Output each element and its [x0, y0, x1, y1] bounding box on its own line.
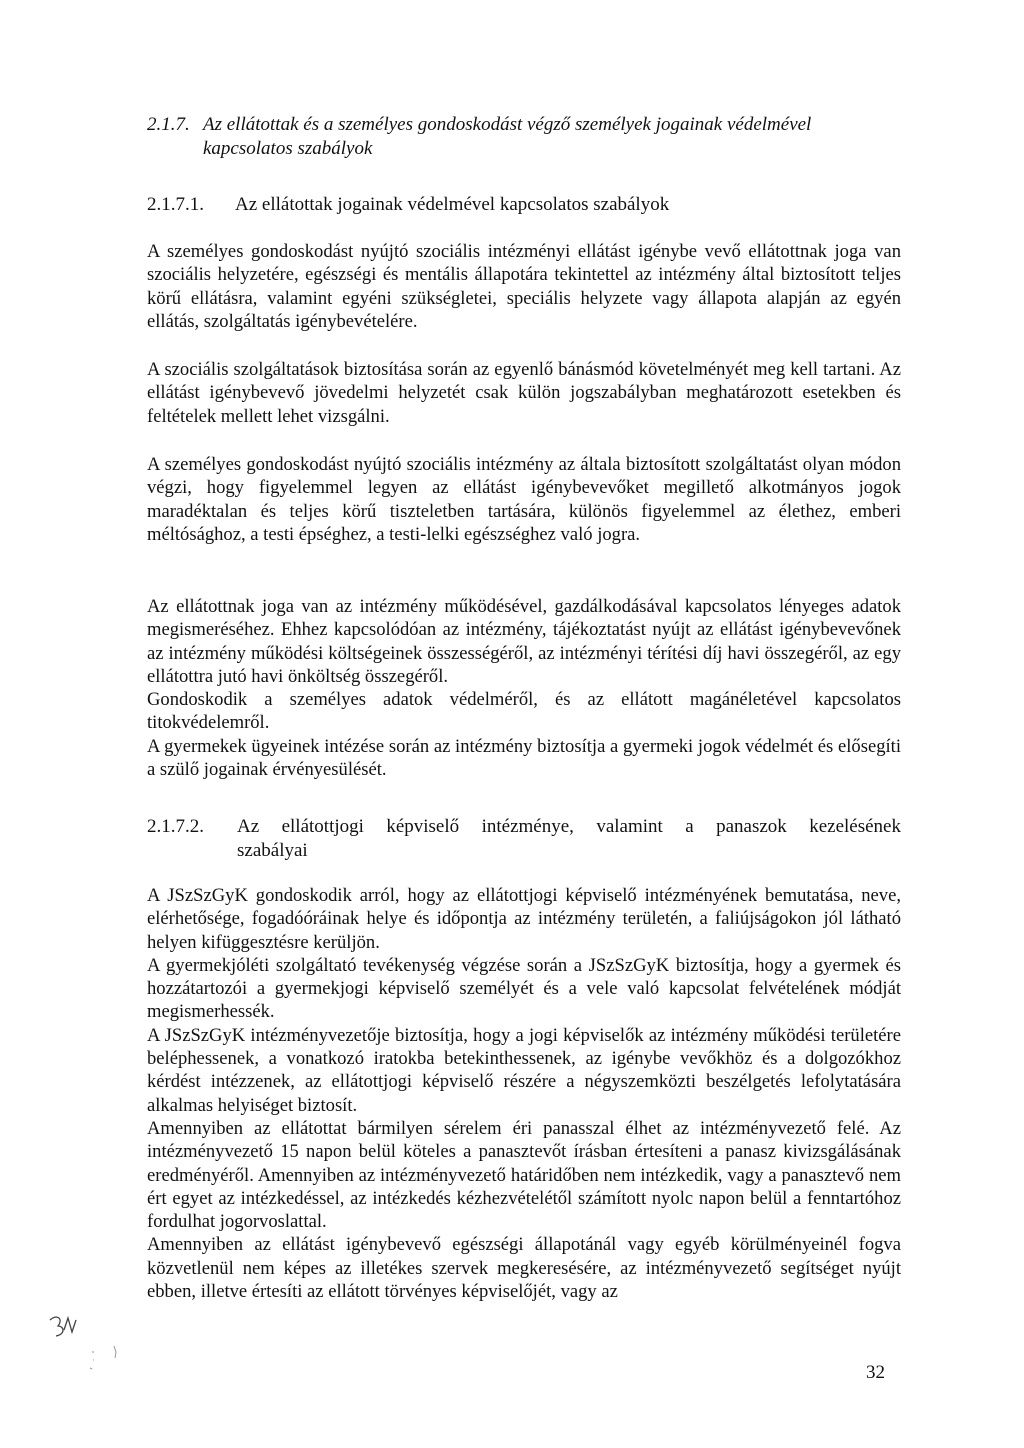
subsection-number: 2.1.7.2. — [147, 816, 204, 837]
section-title-line2: kapcsolatos szabályok — [203, 138, 373, 159]
subsection-title-line1: Az ellátottjogi képviselő intézménye, valamint a panaszok kezelésének — [237, 816, 901, 837]
subsection-heading-2-1-7-1 — [147, 193, 907, 217]
paragraph: A szociális szolgáltatások biztosítása során az egyenlő bánásmód követelményét meg kell tartani. Az ellátást igénybevevő jövedelmi helyzetét csak külön jogszabályban meghatározott esetekben és feltételek mellett lehet vizsgálni. — [147, 359, 901, 427]
page-number: 32 — [866, 1362, 885, 1383]
paragraph: Amennyiben az ellátást igénybevevő egészségi állapotánál vagy egyéb körülményeinél fogva közvetlenül nem képes az illetékes szervek megkeresésére, az intézményvezető segítséget nyújt ebben, illetve értesíti az ellátott törvényes képviselőjét, vagy az — [147, 1234, 901, 1303]
section-title-line1: Az ellátottak és a személyes gondoskodást végző személyek jogainak védelmével — [203, 114, 812, 135]
subsection-heading-2-1-7-2 — [147, 815, 907, 863]
paragraph: A személyes gondoskodást nyújtó szociális intézmény az általa biztosított szolgáltatást olyan módon végzi, hogy figyelemmel legyen az ellátást igénybevevőket megillető alkotmányos jogok maradéktalan és teljes körű tiszteletben tartására, különös figyelemmel az élethez, emberi méltósághoz, a testi épséghez, a testi-lelki egészséghez való jogra. — [147, 454, 901, 545]
paragraph-constitutional-rights — [147, 453, 901, 546]
paragraph: A JSzSzGyK intézményvezetője biztosítja, hogy a jogi képviselők az intézmény működési területére beléphessenek, a vonatkozó iratokba betekinthessenek, az igénybe vevőkhöz és a dolgozókhoz kérdést intézzenek, az ellátottjogi képviselő részére a négyszemközti beszélgetés lefolytatására alkalmas helyiséget biztosít. — [147, 1024, 901, 1116]
subsection-title-line2: szabályai — [237, 840, 308, 861]
section-number: 2.1.7. — [147, 114, 190, 135]
subsection-title: Az ellátottak jogainak védelmével kapcsolatos szabályok — [235, 194, 670, 215]
paragraph: A gyermekek ügyeinek intézése során az intézmény biztosítja a gyermeki jogok védelmét és elősegíti a szülő jogainak érvényesülését. — [147, 735, 901, 781]
paragraph: Amennyiben az ellátottat bármilyen sérelem éri panasszal élhet az intézményvezető felé. Az intézményvezető 15 napon belül köteles a panasztevőt írásban értesíteni a panasz kivizsgálásának eredményéről. Amennyiben az intézményvezető határidőben nem intézkedik, vagy a panasztevő nem ért egyet az intézkedéssel, az intézkedés kézhezvételétől számított nyolc napon belül a fenntartóhoz fordulhat jogorvoslattal. — [147, 1117, 901, 1233]
paragraph-rights-care — [147, 240, 901, 333]
paragraph: Az ellátottnak joga van az intézmény működésével, gazdálkodásával kapcsolatos lényeges adatok megismeréséhez. Ehhez kapcsolódóan az intézmény, tájékoztatást nyújt az ellátást igénybevevőnek az intézmény működési költségeinek összességéről, az intézményi térítési díj havi összegéről, az egy ellátottra jutó havi önköltség összegéről. — [147, 596, 901, 687]
paragraph-equal-treatment — [147, 358, 901, 428]
paragraph: A JSzSzGyK gondoskodik arról, hogy az ellátottjogi képviselő intézményének bemutatása, neve, elérhetősége, fogadóóráinak helye és időpontja az intézmény területén, a faliújságokon jól látható helyen kifüggesztésre kerüljön. — [147, 885, 901, 953]
paragraph: A gyermekjóléti szolgáltató tevékenység végzése során a JSzSzGyK biztosítja, hogy a gyermek és hozzátartozói a gyermekjogi képviselő személyét és a vele való kapcsolat felvételének módját megismerhessék. — [147, 954, 901, 1023]
paragraph: A személyes gondoskodást nyújtó szociális intézményi ellátást igénybe vevő ellátottnak joga van szociális helyzetére, egészségi és mentális állapotára tekintettel az intézmény által biztosított teljes körű ellátásra, valamint egyéni szükségletei, speciális helyzete vagy állapota alapján az egyén ellátás, szolgáltatás igénybevételére. — [147, 241, 901, 332]
paragraph-block-complaints — [147, 884, 901, 1303]
handwritten-initials-mark — [44, 1312, 144, 1412]
paragraph-information-rights — [147, 595, 901, 781]
paragraph: Gondoskodik a személyes adatok védelméről, és az ellátott magánéletével kapcsolatos titokvédelemről. — [147, 689, 901, 734]
subsection-number: 2.1.7.1. — [147, 194, 204, 215]
section-heading-2-1-7 — [147, 113, 927, 161]
